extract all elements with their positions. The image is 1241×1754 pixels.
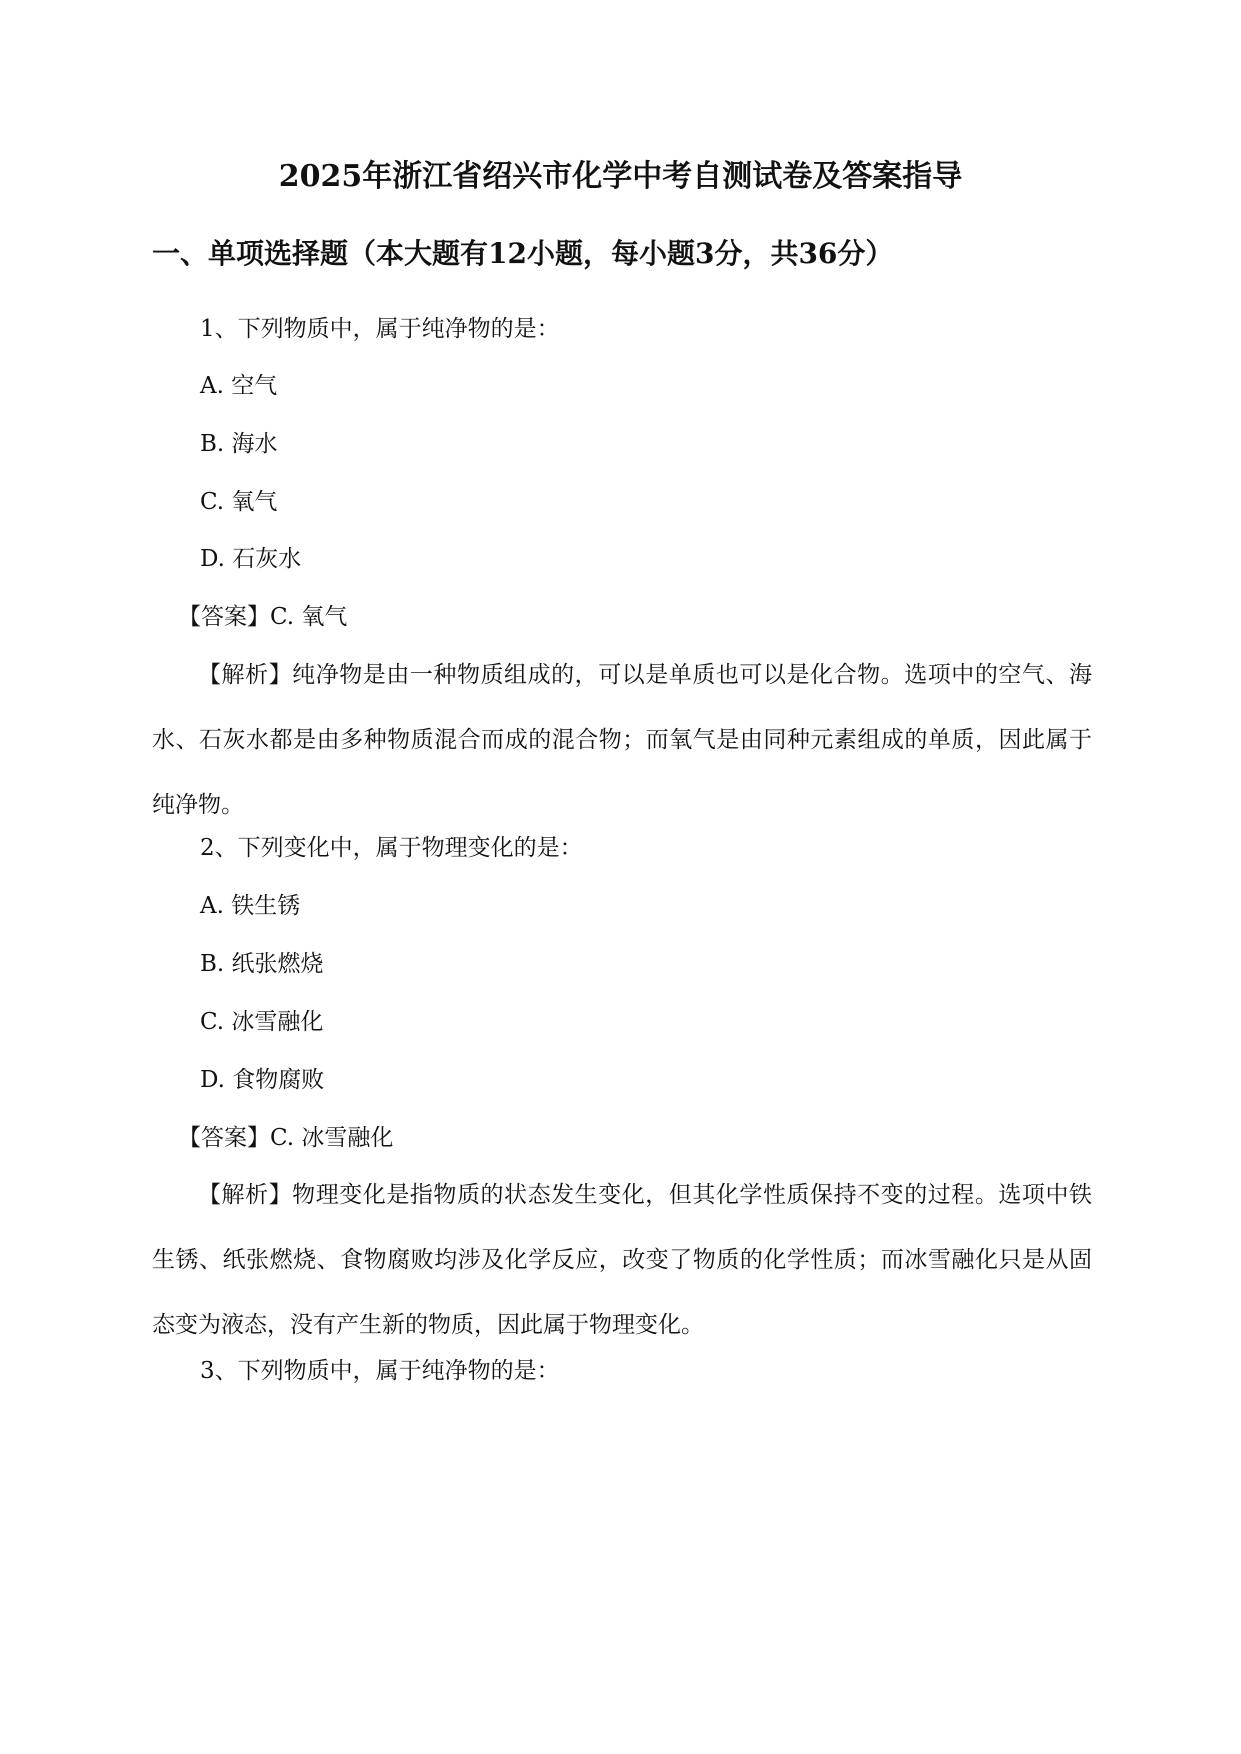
section-heading: 一、单项选择题（本大题有12小题，每小题3分，共36分） bbox=[152, 237, 894, 270]
question-2-stem: 2、下列变化中，属于物理变化的是： bbox=[200, 835, 583, 861]
question-1-option-a: A. 空气 bbox=[200, 373, 278, 399]
question-3-stem: 3、下列物质中，属于纯净物的是： bbox=[200, 1358, 560, 1384]
question-1-stem: 1、下列物质中，属于纯净物的是： bbox=[200, 316, 560, 342]
question-2-option-c: C. 冰雪融化 bbox=[200, 1009, 324, 1035]
question-2-option-d: D. 食物腐败 bbox=[200, 1067, 325, 1093]
question-1-option-d: D. 石灰水 bbox=[200, 546, 302, 572]
question-2-answer: 【答案】C. 冰雪融化 bbox=[178, 1125, 394, 1151]
document-title: 2025年浙江省绍兴市化学中考自测试卷及答案指导 bbox=[278, 159, 963, 194]
question-1-analysis: 【解析】纯净物是由一种物质组成的，可以是单质也可以是化合物。选项中的空气、海水、石灰水都是由多种物质混合而成的混合物；而氧气是由同种元素组成的单质，因此属于纯净物。 bbox=[152, 662, 1092, 818]
question-1-option-b: B. 海水 bbox=[200, 431, 278, 457]
question-2-analysis: 【解析】物理变化是指物质的状态发生变化，但其化学性质保持不变的过程。选项中铁生锈、纸张燃烧、食物腐败均涉及化学反应，改变了物质的化学性质；而冰雪融化只是从固态变为液态，没有产生新的物质，因此属于物理变化。 bbox=[152, 1182, 1092, 1338]
question-2-option-b: B. 纸张燃烧 bbox=[200, 951, 324, 977]
question-1-answer: 【答案】C. 氧气 bbox=[178, 604, 348, 630]
question-2-option-a: A. 铁生锈 bbox=[200, 893, 301, 919]
question-1-option-c: C. 氧气 bbox=[200, 489, 278, 515]
